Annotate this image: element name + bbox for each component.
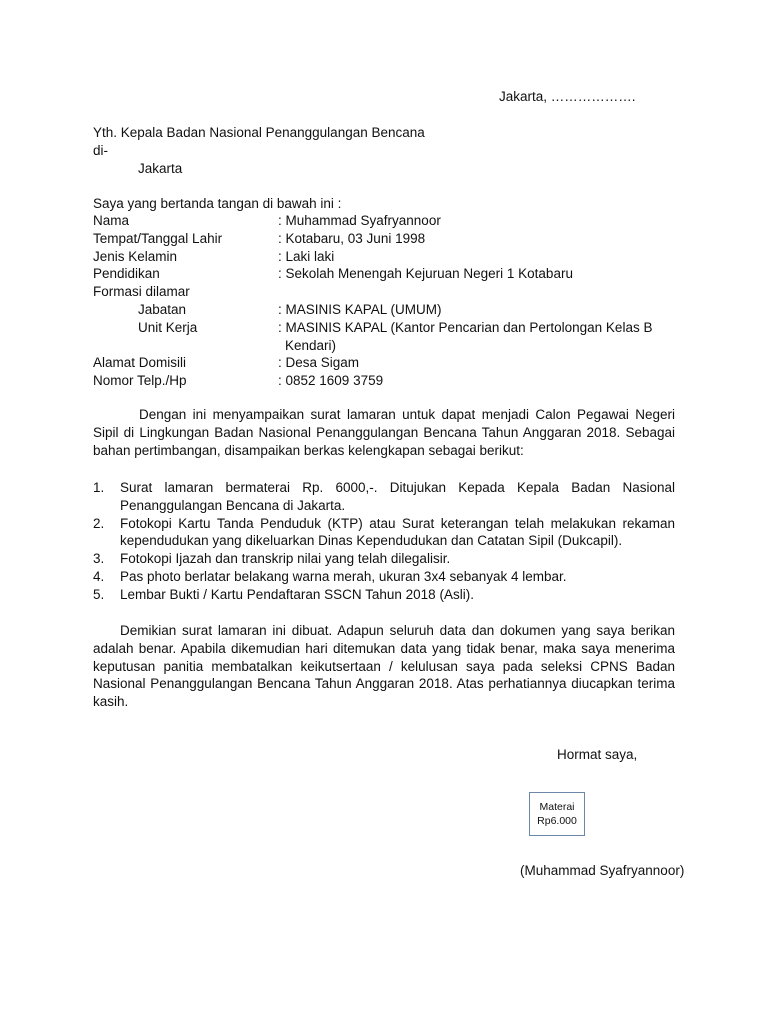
stamp-label: Materai: [539, 801, 575, 813]
field-row-nama: [93, 212, 693, 230]
list-text: Fotokopi Kartu Tanda Penduduk (KTP) atau Surat keterangan telah melakukan rekaman kependudukan yang dikeluarkan Dinas Kependudukan dan Catatan Sipil (Dukcapil).: [120, 515, 675, 549]
field-label: Jabatan: [138, 301, 187, 317]
field-value: : Muhammad Syafryannoor: [278, 213, 441, 228]
list-text: Surat lamaran bermaterai Rp. 6000,-. Ditujukan Kepada Kepala Badan Nasional Penanggulangan Bencana di Jakarta.: [120, 480, 675, 513]
applicant-fields: [93, 212, 693, 390]
field-label: Nama: [93, 213, 130, 228]
intro-line: Saya yang bertanda tangan di bawah ini :: [93, 196, 342, 211]
paragraph-intro: Dengan ini menyampaikan surat lamaran untuk dapat menjadi Calon Pegawai Negeri Sipil di Lingkungan Badan Nasional Penanggulangan Bencana Tahun Anggaran 2018. Sebagai bahan pertimbangan, disampaikan berkas kelengkapan sebagai berikut:: [93, 407, 675, 458]
list-item: [93, 479, 675, 515]
list-number: 4.: [93, 568, 105, 584]
field-value: : MASINIS KAPAL (Kantor Pencarian dan Pertolongan Kelas B: [278, 319, 653, 335]
field-label: Jenis Kelamin: [93, 248, 178, 264]
field-row-jabatan: [93, 301, 693, 319]
list-number: 5.: [93, 586, 105, 602]
field-row-ttl: [93, 230, 693, 248]
field-label: Pendidikan: [93, 266, 160, 282]
list-item: [93, 568, 675, 586]
field-row-formasi: [93, 283, 693, 301]
field-label: Unit Kerja: [138, 319, 198, 335]
paragraph-closing: Demikian surat lamaran ini dibuat. Adapun seluruh data dan dokumen yang saya berikan adalah benar. Apabila dikemudian hari ditemukan data yang tidak benar, maka saya menerima keputusan panitia membatalkan keikutsertaan / kelulusan saya pada seleksi CPNS Badan Nasional Penanggulangan Bencana Tahun Anggaran 2018. Atas perhatiannya diucapkan terima kasih.: [93, 623, 675, 710]
field-row-jenis-kelamin: [93, 248, 693, 266]
field-value: : Sekolah Menengah Kejuruan Negeri 1 Kotabaru: [278, 266, 573, 282]
list-text: Lembar Bukti / Kartu Pendaftaran SSCN Tahun 2018 (Asli).: [120, 586, 474, 602]
list-text: Pas photo berlatar belakang warna merah, ukuran 3x4 sebanyak 4 lembar.: [120, 568, 567, 584]
field-value: : MASINIS KAPAL (UMUM): [278, 301, 442, 317]
list-number: 3.: [93, 551, 105, 567]
field-label: Tempat/Tanggal Lahir: [93, 230, 223, 246]
field-label: Formasi dilamar: [93, 284, 190, 300]
field-row-alamat: [93, 354, 693, 372]
list-text: Fotokopi Ijazah dan transkrip nilai yang telah dilegalisir.: [120, 551, 451, 567]
list-item: [93, 550, 675, 568]
signature-name: (Muhammad Syafryannoor): [520, 863, 685, 878]
attachments-list: [93, 479, 675, 604]
place-date: Jakarta, ……………….: [499, 89, 636, 104]
materai-stamp-box: [529, 792, 585, 836]
field-value: : Laki laki: [278, 248, 335, 264]
field-value: : Desa Sigam: [278, 355, 360, 371]
list-number: 2.: [93, 515, 105, 531]
field-label: Nomor Telp./Hp: [93, 373, 187, 389]
stamp-value: Rp6.000: [537, 815, 577, 827]
field-value: : 0852 1609 3759: [278, 373, 384, 389]
field-row-unit-kerja: [93, 319, 693, 355]
field-value-continued: Kendari): [285, 337, 337, 353]
list-item: [93, 586, 675, 604]
recipient-city: Jakarta: [138, 160, 183, 176]
field-row-pendidikan: [93, 265, 693, 283]
closing-salutation: Hormat saya,: [557, 747, 638, 762]
field-row-telp: [93, 372, 693, 390]
field-label: Alamat Domisili: [93, 355, 187, 371]
field-value: : Kotabaru, 03 Juni 1998: [278, 230, 426, 246]
recipient-di: di-: [93, 142, 109, 158]
list-item: [93, 515, 675, 551]
recipient-block: [93, 124, 425, 177]
recipient-line: Yth. Kepala Badan Nasional Penanggulangan Bencana: [93, 125, 425, 140]
list-number: 1.: [93, 480, 105, 495]
